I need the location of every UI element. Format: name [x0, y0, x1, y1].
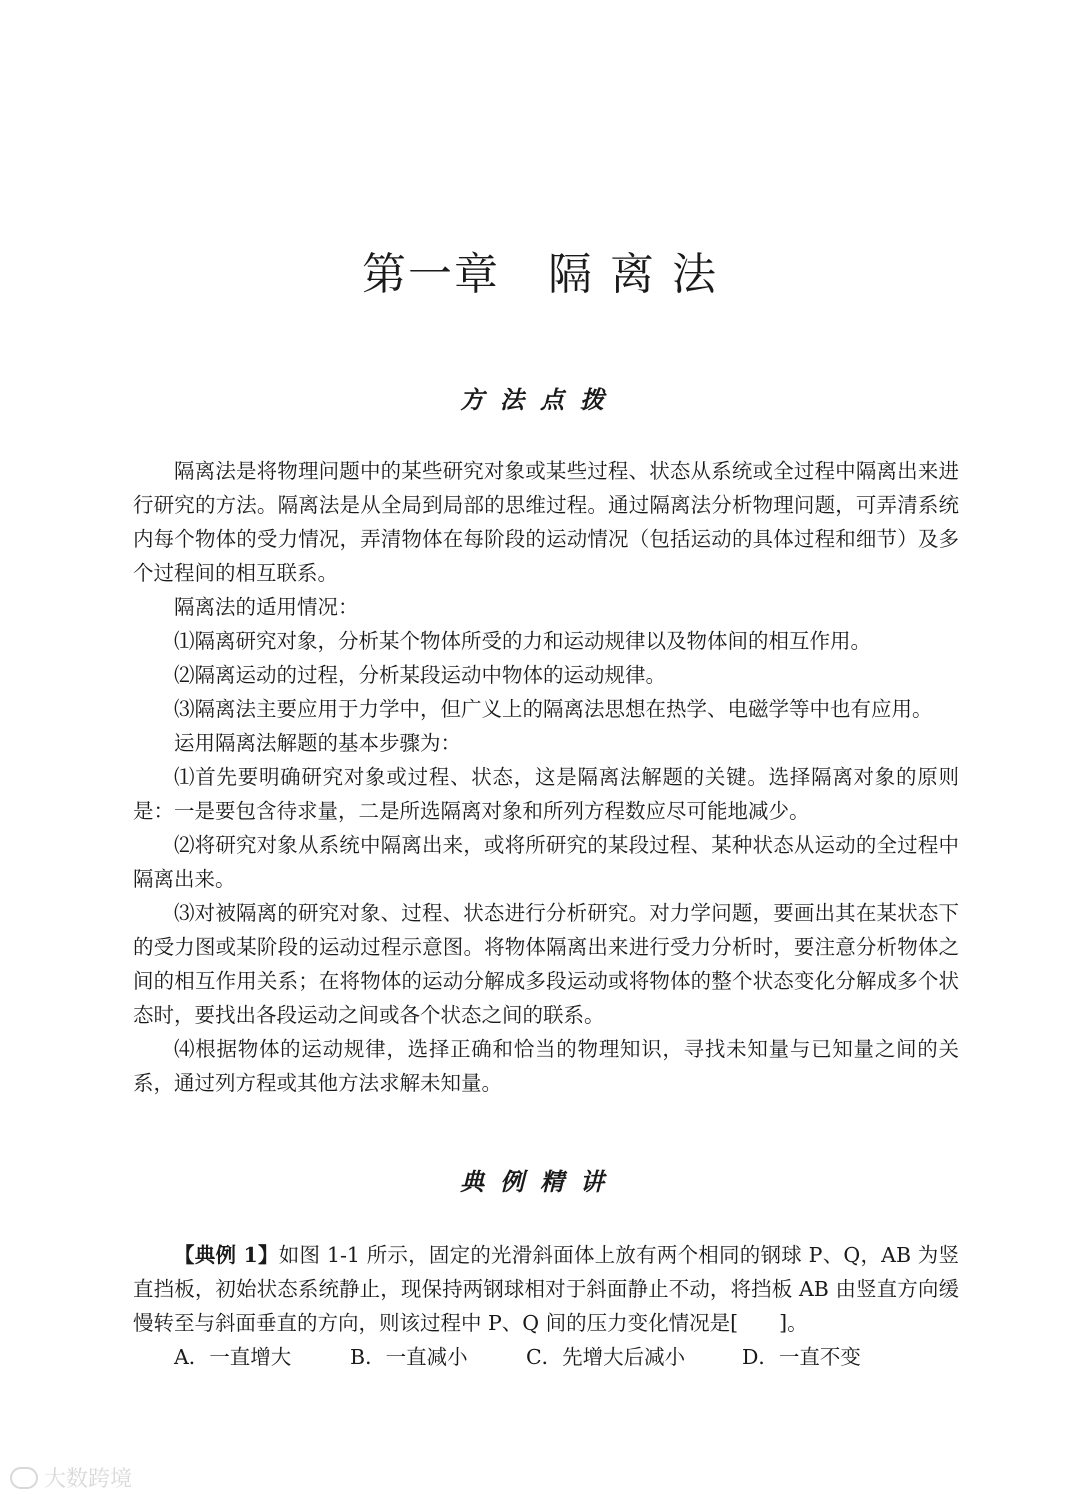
paragraph: ⑷根据物体的运动规律，选择正确和恰当的物理知识，寻找未知量与已知量之间的关系，通过列方程或其他方法求解未知量。 [133, 1037, 959, 1095]
paragraph: ⑶对被隔离的研究对象、过程、状态进行分析研究。对力学问题，要画出其在某状态下的受力图或某阶段的运动过程示意图。将物体隔离出来进行受力分析时，要注意分析物体之间的相互作用关系；在将物体的运动分解成多段运动或将物体的整个状态变化分解成多个状态时，要找出各段运动之间或各个状态之间的联系。 [133, 901, 959, 1027]
section-heading-examples: 典例精讲 [460, 1167, 620, 1196]
option-b: B．一直减小 [350, 1345, 468, 1369]
example-text: 如图 1-1 所示，固定的光滑斜面体上放有两个相同的钢球 P、Q，AB 为竖直挡板，初始状态系统静止，现保持两钢球相对于斜面静止不动，将挡板 AB 由竖直方向缓慢转至与斜面垂直的方向，则该过程中 P、Q 间的压力变化情况是[ ]。 [133, 1243, 960, 1335]
watermark [10, 1462, 132, 1493]
paragraph: ⑶隔离法主要应用于力学中，但广义上的隔离法思想在热学、电磁学等中也有应用。 [174, 697, 933, 721]
paragraph: ⑴隔离研究对象，分析某个物体所受的力和运动规律以及物体间的相互作用。 [174, 629, 871, 653]
watermark-logo-icon [10, 1467, 38, 1489]
chapter-number: 第一章 [362, 249, 500, 300]
option-a: A．一直增大 [174, 1345, 292, 1369]
paragraph: ⑵将研究对象从系统中隔离出来，或将所研究的某段过程、某种状态从运动的全过程中隔离出来。 [133, 833, 959, 891]
chapter-title [0, 238, 1080, 302]
option-d: D．一直不变 [742, 1345, 861, 1369]
paragraph: ⑵隔离运动的过程，分析某段运动中物体的运动规律。 [174, 663, 666, 687]
example-tag: 【典例 1】 [174, 1243, 279, 1267]
paragraph: 运用隔离法解题的基本步骤为： [174, 731, 461, 755]
example-paragraph [133, 1238, 959, 1340]
section-heading-method: 方法点拨 [460, 385, 620, 414]
option-c: C．先增大后减小 [526, 1345, 686, 1369]
paragraph: 隔离法的适用情况： [174, 595, 359, 619]
chapter-name: 隔 离 法 [548, 249, 718, 300]
paragraph: 隔离法是将物理问题中的某些研究对象或某些过程、状态从系统或全过程中隔离出来进行研究的方法。隔离法是从全局到局部的思维过程。通过隔离法分析物理问题，可弄清系统内每个物体的受力情况，弄清物体在每阶段的运动情况（包括运动的具体过程和细节）及多个过程间的相互联系。 [133, 459, 959, 585]
paragraph: ⑴首先要明确研究对象或过程、状态，这是隔离法解题的关键。选择隔离对象的原则是：一是要包含待求量，二是所选隔离对象和所列方程数应尽可能地减少。 [133, 765, 959, 823]
answer-options [133, 1340, 959, 1374]
watermark-text: 大数跨境 [44, 1467, 133, 1492]
method-body [133, 454, 959, 1100]
example-1 [133, 1238, 959, 1374]
